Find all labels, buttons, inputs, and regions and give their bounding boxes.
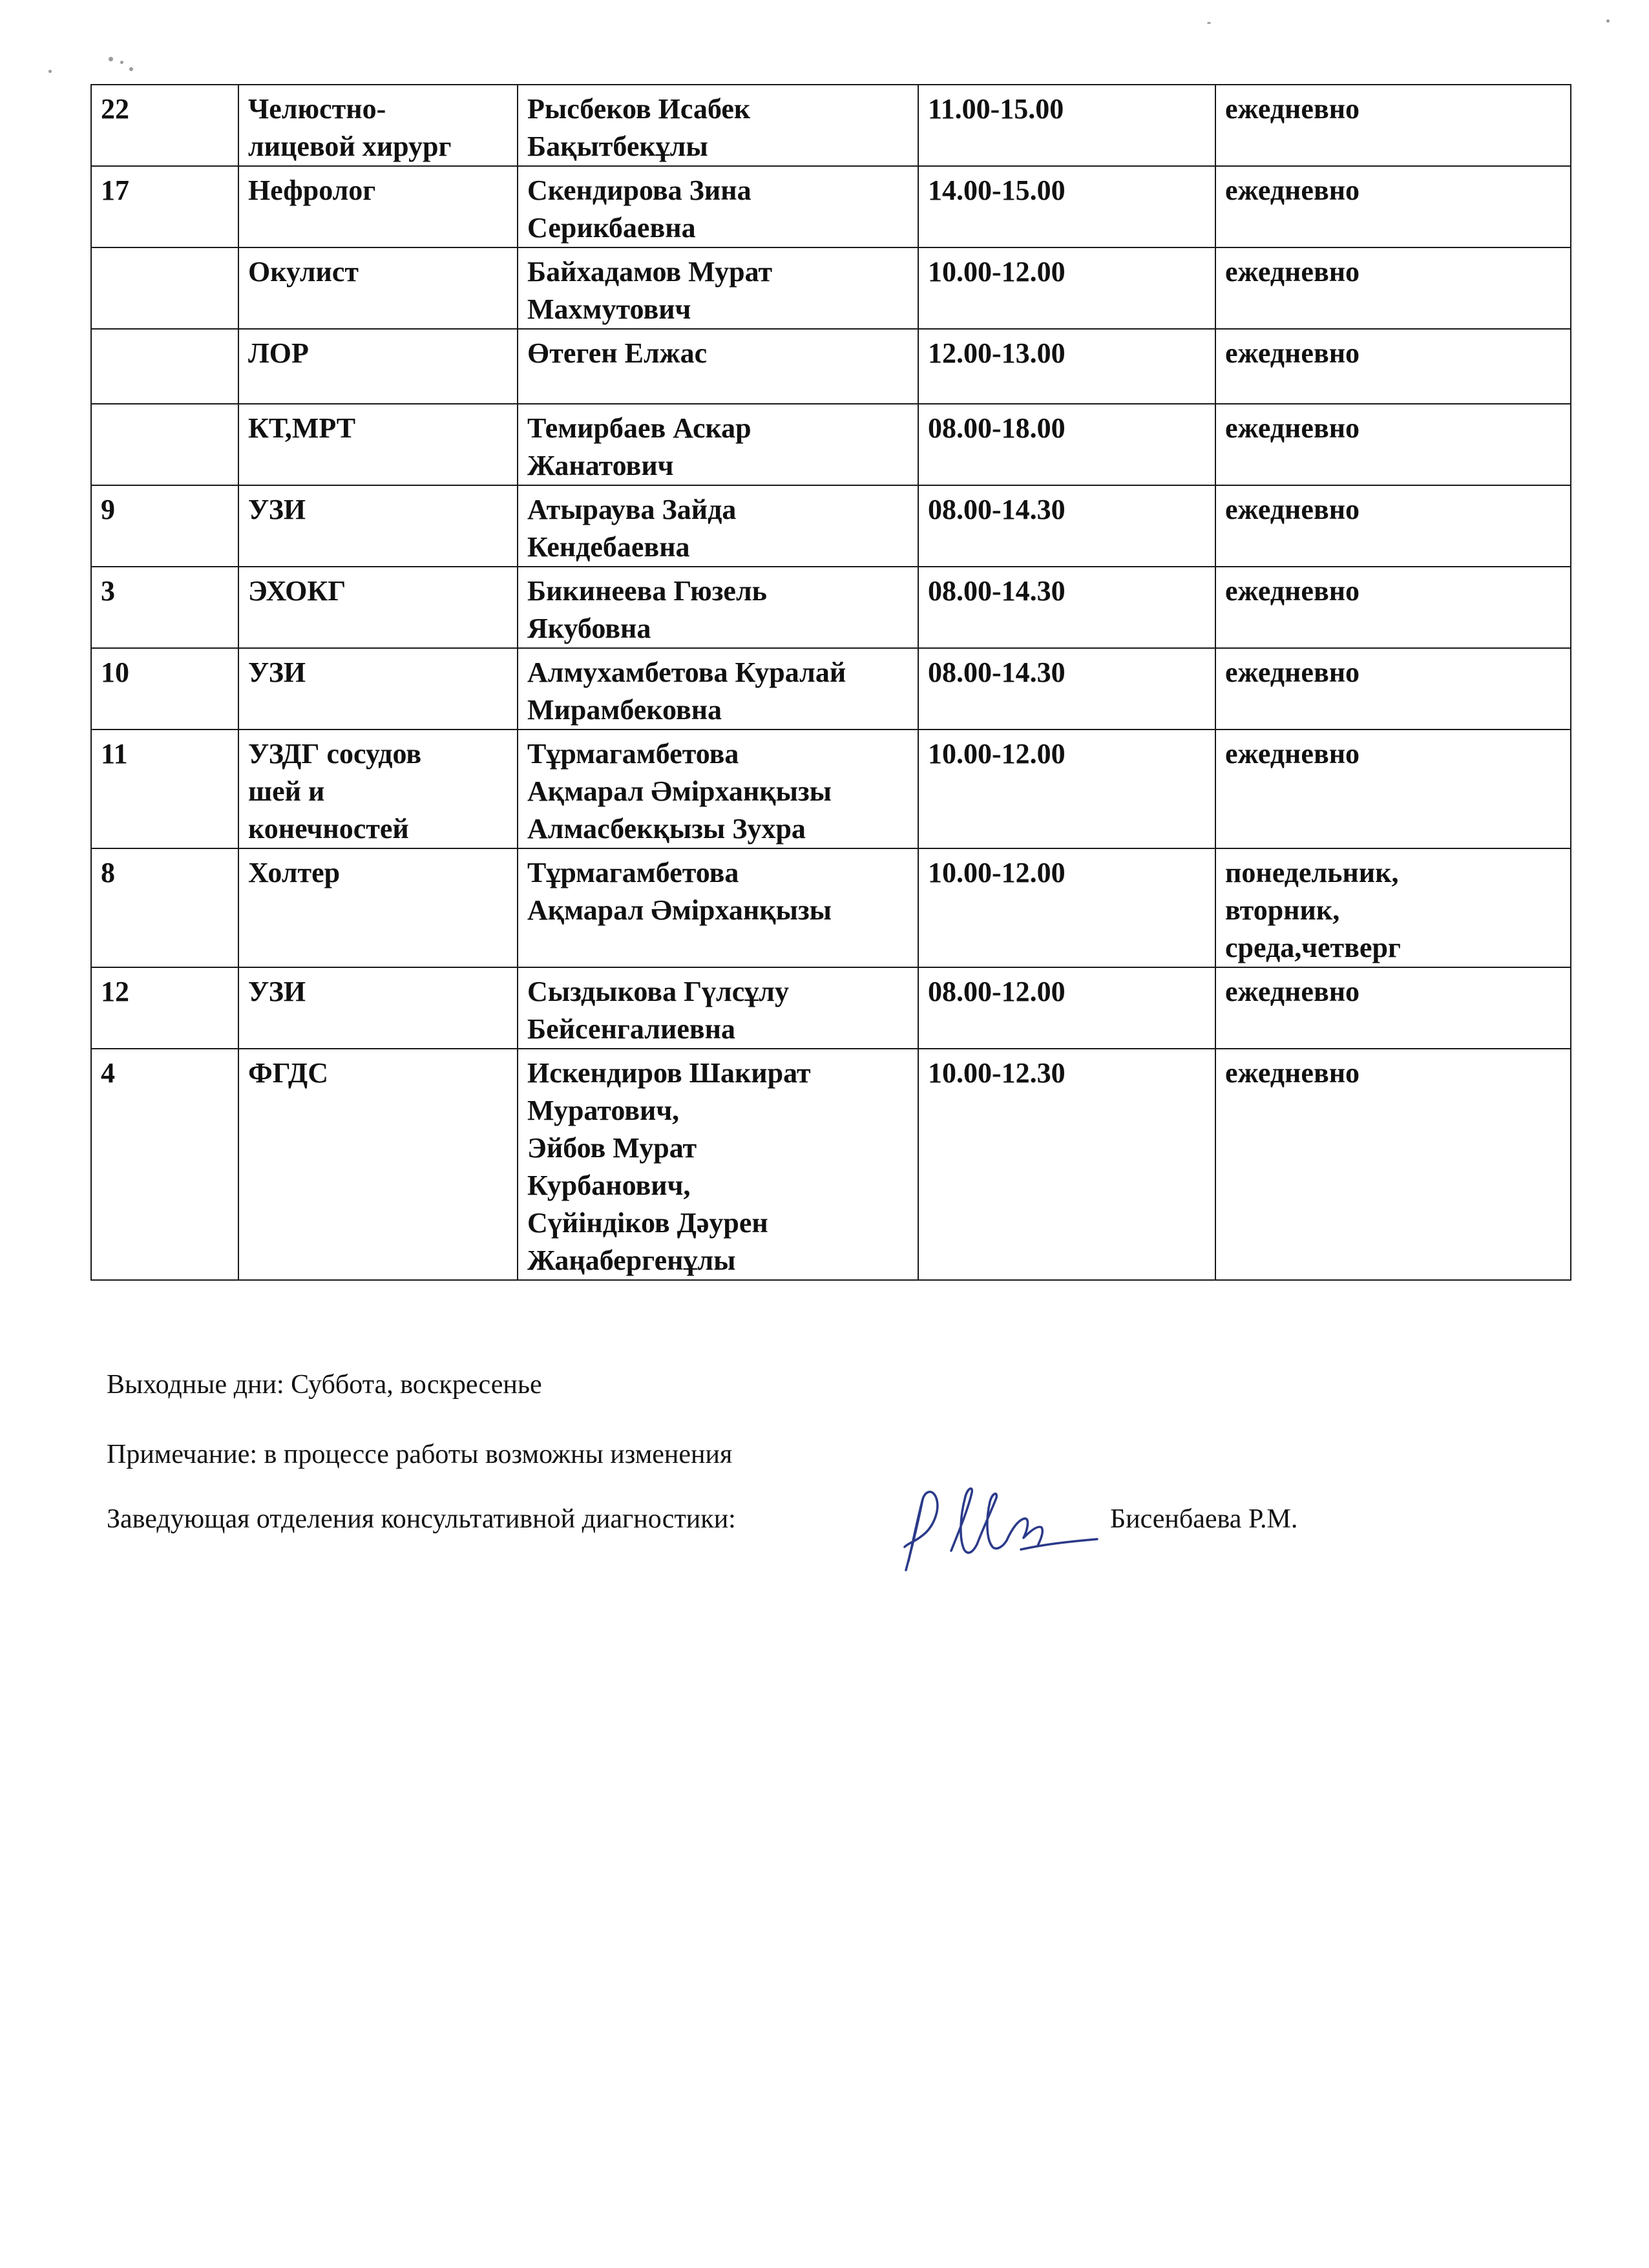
days-cell: ежедневно <box>1215 1049 1571 1280</box>
doctor-cell: Атыраува Зайда Кендебаевна <box>518 485 918 567</box>
scan-speck <box>1207 22 1211 24</box>
specialty-cell: Окулист <box>238 247 518 329</box>
room-cell <box>91 247 238 329</box>
days-cell: ежедневно <box>1215 404 1571 485</box>
doctor-cell: Бикинеева Гюзель Якубовна <box>518 567 918 648</box>
specialty-cell: УЗИ <box>238 485 518 567</box>
time-cell: 08.00-14.30 <box>918 485 1215 567</box>
table-row <box>91 329 1571 404</box>
days-cell: ежедневно <box>1215 485 1571 567</box>
table-row <box>91 485 1571 567</box>
table-row <box>91 404 1571 485</box>
specialty-cell: Нефролог <box>238 166 518 247</box>
days-cell: ежедневно <box>1215 247 1571 329</box>
doctor-cell: Рысбеков Исабек Бақытбекұлы <box>518 85 918 166</box>
table-row <box>91 166 1571 247</box>
scan-speck <box>120 61 123 64</box>
scan-speck <box>129 67 133 71</box>
days-cell: ежедневно <box>1215 85 1571 166</box>
table-row <box>91 567 1571 648</box>
scan-speck <box>1606 19 1610 23</box>
days-cell: понедельник, вторник, среда,четверг <box>1215 848 1571 967</box>
days-cell: ежедневно <box>1215 166 1571 247</box>
days-cell: ежедневно <box>1215 567 1571 648</box>
time-cell: 08.00-14.30 <box>918 567 1215 648</box>
room-cell: 22 <box>91 85 238 166</box>
doctor-cell: Скендирова Зина Серикбаевна <box>518 166 918 247</box>
changes-note: Примечание: в процессе работы возможны изменения <box>107 1440 733 1469</box>
specialty-cell: Холтер <box>238 848 518 967</box>
time-cell: 08.00-12.00 <box>918 967 1215 1049</box>
doctor-cell: Байхадамов Мурат Махмутович <box>518 247 918 329</box>
time-cell: 10.00-12.00 <box>918 730 1215 848</box>
scan-speck <box>48 70 52 73</box>
time-cell: 10.00-12.30 <box>918 1049 1215 1280</box>
room-cell: 3 <box>91 567 238 648</box>
doctor-cell: Тұрмагамбетова Ақмарал Әмірханқызы Алмасбекқызы Зухра <box>518 730 918 848</box>
table-row <box>91 247 1571 329</box>
table-row <box>91 967 1571 1049</box>
room-cell: 10 <box>91 648 238 730</box>
doctor-cell: Сыздыкова Гүлсұлу Бейсенгалиевна <box>518 967 918 1049</box>
table-row <box>91 1049 1571 1280</box>
days-cell: ежедневно <box>1215 648 1571 730</box>
time-cell: 08.00-14.30 <box>918 648 1215 730</box>
table-row <box>91 730 1571 848</box>
specialty-cell: Челюстно- лицевой хирург <box>238 85 518 166</box>
doctor-cell: Искендиров Шакират Муратович, Эйбов Мурат Курбанович, Сүйіндіков Дәурен Жаңабергенұлы <box>518 1049 918 1280</box>
specialty-cell: УЗИ <box>238 967 518 1049</box>
time-cell: 12.00-13.00 <box>918 329 1215 404</box>
time-cell: 10.00-12.00 <box>918 848 1215 967</box>
time-cell: 08.00-18.00 <box>918 404 1215 485</box>
department-head-name: Бисенбаева Р.М. <box>1110 1504 1298 1534</box>
room-cell: 12 <box>91 967 238 1049</box>
room-cell: 11 <box>91 730 238 848</box>
room-cell: 17 <box>91 166 238 247</box>
department-head-label: Заведующая отделения консультативной диагностики: <box>107 1504 736 1534</box>
table-row <box>91 848 1571 967</box>
doctor-cell: Тұрмагамбетова Ақмарал Әмірханқызы <box>518 848 918 967</box>
room-cell: 9 <box>91 485 238 567</box>
scan-speck <box>109 57 113 61</box>
specialty-cell: ЛОР <box>238 329 518 404</box>
room-cell: 8 <box>91 848 238 967</box>
doctor-cell: Темирбаев Аскар Жанатович <box>518 404 918 485</box>
time-cell: 14.00-15.00 <box>918 166 1215 247</box>
doctor-cell: Өтеген Елжас <box>518 329 918 404</box>
room-cell <box>91 329 238 404</box>
specialty-cell: ФГДС <box>238 1049 518 1280</box>
days-cell: ежедневно <box>1215 967 1571 1049</box>
room-cell <box>91 404 238 485</box>
specialty-cell: УЗДГ сосудов шей и конечностей <box>238 730 518 848</box>
specialty-cell: КТ,МРТ <box>238 404 518 485</box>
table-row <box>91 85 1571 166</box>
days-cell: ежедневно <box>1215 730 1571 848</box>
days-off-note: Выходные дни: Суббота, воскресенье <box>107 1370 542 1400</box>
room-cell: 4 <box>91 1049 238 1280</box>
handwritten-signature <box>892 1480 1105 1577</box>
specialty-cell: ЭХОКГ <box>238 567 518 648</box>
time-cell: 10.00-12.00 <box>918 247 1215 329</box>
specialty-cell: УЗИ <box>238 648 518 730</box>
table-row <box>91 648 1571 730</box>
days-cell: ежедневно <box>1215 329 1571 404</box>
doctor-cell: Алмухамбетова Куралай Мирамбековна <box>518 648 918 730</box>
doctor-schedule-table <box>90 84 1571 1281</box>
time-cell: 11.00-15.00 <box>918 85 1215 166</box>
